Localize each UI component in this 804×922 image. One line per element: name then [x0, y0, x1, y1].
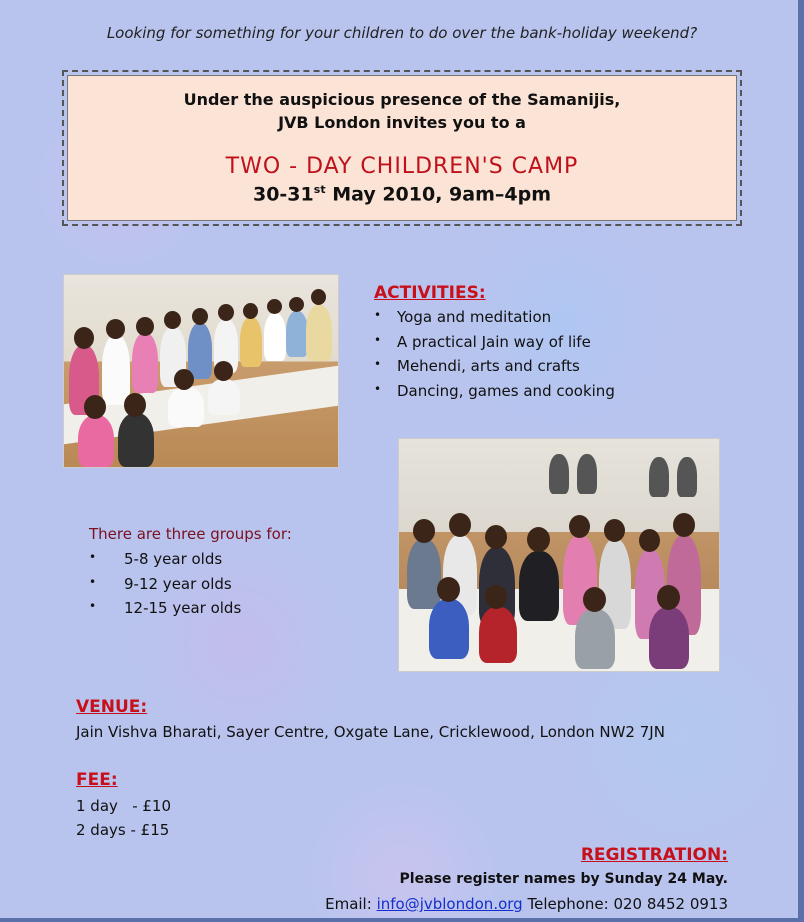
telephone: Telephone: 020 8452 0913	[522, 895, 728, 913]
registration-deadline: Please register names by Sunday 24 May.	[399, 871, 728, 887]
group-label: 12-15 year olds	[124, 599, 242, 617]
group-label: 5-8 year olds	[124, 550, 223, 568]
list-item	[89, 575, 241, 600]
bullet-icon: •	[374, 357, 382, 371]
list-item	[374, 357, 615, 382]
date-prefix: 30-31	[252, 183, 314, 206]
photo-children-crafts	[398, 438, 720, 672]
banner-line-2: JVB London invites you to a	[278, 113, 526, 132]
bullet-icon: •	[89, 574, 97, 589]
activities-list	[374, 308, 615, 406]
email-label: Email:	[325, 895, 377, 913]
activities-heading: ACTIVITIES:	[374, 283, 486, 303]
activity-label: Mehendi, arts and crafts	[397, 357, 580, 375]
registration-heading: REGISTRATION:	[580, 845, 728, 865]
window-frame-bottom	[0, 918, 804, 922]
list-item	[89, 599, 241, 624]
bullet-icon: •	[374, 381, 382, 396]
list-item	[374, 308, 615, 333]
activity-label: Dancing, games and cooking	[397, 381, 615, 400]
contact-line	[325, 895, 728, 913]
banner	[62, 70, 742, 226]
window-frame-right	[798, 0, 804, 922]
fee-heading: FEE:	[76, 770, 118, 790]
list-item	[89, 550, 241, 575]
list-item	[374, 333, 615, 358]
banner-inner	[67, 75, 737, 221]
bullet-icon: •	[89, 550, 97, 564]
date-rest: May 2010, 9am–4pm	[325, 183, 552, 206]
camp-date	[68, 183, 736, 205]
camp-title: TWO - DAY CHILDREN'S CAMP	[225, 154, 579, 179]
banner-line-1: Under the auspicious presence of the Samanijis,	[183, 90, 621, 109]
activity-label: Yoga and meditation	[397, 308, 552, 326]
fee-one-day: 1 day - £10	[76, 797, 172, 815]
bullet-icon: •	[89, 599, 97, 613]
fee-two-days: 2 days - £15	[76, 821, 170, 839]
venue-heading: VENUE:	[76, 697, 148, 717]
venue-address: Jain Vishva Bharati, Sayer Centre, Oxgate Lane, Cricklewood, London NW2 7JN	[76, 723, 665, 741]
list-item	[374, 382, 615, 407]
email-link[interactable]: info@jvblondon.org	[376, 895, 523, 913]
groups-title: There are three groups for:	[89, 525, 292, 543]
bullet-icon: •	[374, 308, 382, 322]
activity-label: A practical Jain way of life	[397, 332, 591, 351]
tagline: Looking for something for your children to do over the bank-holiday weekend?	[106, 24, 698, 42]
groups-list	[89, 550, 241, 624]
photo-children-meditating	[63, 274, 339, 468]
group-label: 9-12 year olds	[124, 574, 232, 593]
date-suffix: st	[313, 183, 326, 196]
bullet-icon: •	[374, 332, 382, 347]
